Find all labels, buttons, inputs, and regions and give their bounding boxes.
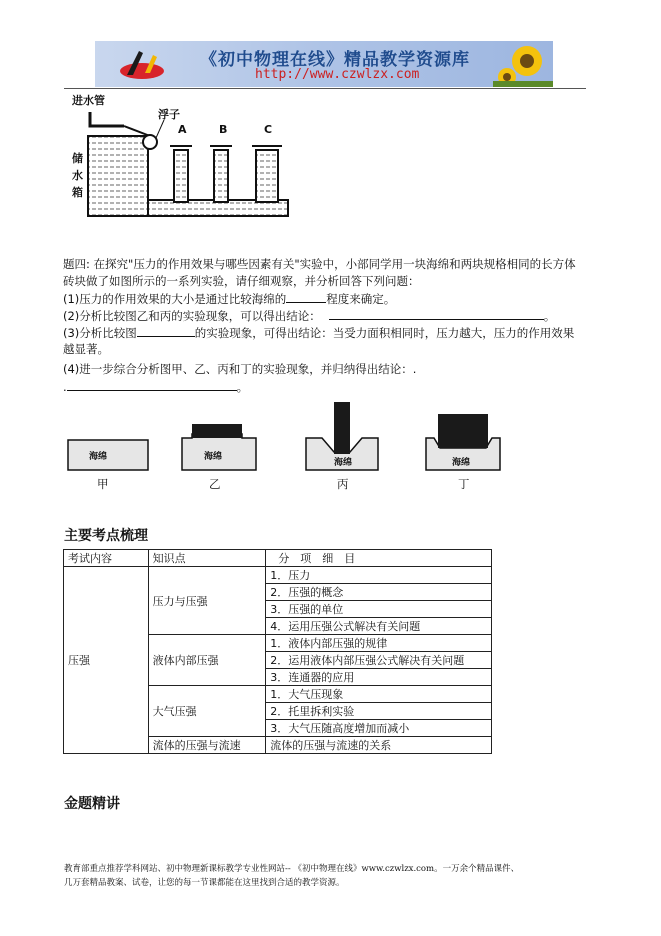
topic-cell: 压强 xyxy=(64,567,149,754)
q4-part1-pre: (1)压力的作用效果的大小是通过比较海绵的 xyxy=(63,292,287,306)
q4-part2: (2)分析比较图乙和丙的实验现象，可以得出结论： 。 xyxy=(63,309,556,323)
q4-part2-blank[interactable] xyxy=(329,307,544,320)
q4-part3-blank[interactable] xyxy=(137,324,195,337)
point-cell: 液体内部压强 xyxy=(148,635,266,686)
sponge-jia xyxy=(68,440,148,470)
table-header-cell: 知识点 xyxy=(148,550,266,567)
knowledge-table xyxy=(63,549,492,754)
caption-bing: 丙 xyxy=(337,477,349,491)
footer-line2: 几万套精品教案、试卷，让您的每一节课都能在这里找到合适的教学资源。 xyxy=(64,878,345,888)
section-main-title: 主要考点梳理 xyxy=(64,528,148,544)
q4-part4: (4)进一步综合分析图甲、乙、丙和丁的实验现象，并归纳得出结论：. xyxy=(63,362,417,376)
table-header-cell: 分 项 细 目 xyxy=(266,550,492,567)
brick-bing xyxy=(334,402,350,454)
q4-part4-blank[interactable] xyxy=(67,378,237,391)
q4-part3-post: 的实验现象，可得出结论：当受力面积相同时，压力越大，压力的作用效果 xyxy=(194,326,575,340)
header-banner xyxy=(95,41,553,87)
q4-part3-line2: 越显著。 xyxy=(63,342,109,356)
table-header-row xyxy=(64,550,492,567)
q4-line2: 砖块做了如图所示的一系列实验，请仔细观察，并分析回答下列问题： xyxy=(63,274,420,288)
item-cell: 4．运用压强公式解决有关问题 xyxy=(266,618,492,635)
float-label: 浮子 xyxy=(158,108,180,121)
item-cell: 3．压强的单位 xyxy=(266,601,492,618)
q4-part1-post: 程度来确定。 xyxy=(326,292,396,306)
tank-label-1: 储 xyxy=(72,152,83,165)
sponge-label-bing: 海绵 xyxy=(334,458,353,468)
q4-part2-text: (2)分析比较图乙和丙的实验现象，可以得出结论： xyxy=(63,309,321,323)
q4-part3-pre: (3)分析比较图 xyxy=(63,326,137,340)
item-cell: 2．压强的概念 xyxy=(266,584,492,601)
q4-part3 xyxy=(63,324,574,342)
q4-part1 xyxy=(63,290,395,308)
tank-label-2: 水 xyxy=(72,169,83,182)
point-cell: 压力与压强 xyxy=(148,567,266,635)
item-cell: 流体的压强与流速的关系 xyxy=(266,737,492,754)
tank-label-3: 箱 xyxy=(72,186,83,199)
q4-line1: 题四: 在探究"压力的作用效果与哪些因素有关"实验中，小部同学用一块海绵和两块规格相同的长方体 xyxy=(63,257,576,271)
header-rule xyxy=(64,88,586,89)
q4-part1-blank[interactable] xyxy=(286,290,326,303)
item-cell: 1．压力 xyxy=(266,567,492,584)
banner-title: 《初中物理在线》精品教学资源库 xyxy=(200,50,470,70)
tube-c-label: C xyxy=(264,123,273,136)
caption-jia: 甲 xyxy=(97,477,109,491)
item-cell: 3．连通器的应用 xyxy=(266,669,492,686)
item-cell: 2．托里拆利实验 xyxy=(266,703,492,720)
caption-yi: 乙 xyxy=(209,477,221,491)
item-cell: 1．大气压现象 xyxy=(266,686,492,703)
table-header-cell: 考试内容 xyxy=(64,550,149,567)
tube-b-label: B xyxy=(219,123,228,136)
footer-line1: 教育部重点推荐学科网站、初中物理新课标教学专业性网站-- 《初中物理在线》www.czwlzx.com。一万余个精品课件、 xyxy=(64,864,520,874)
sponge-label-jia: 海绵 xyxy=(89,452,108,462)
q4-part4-answer: . 。 xyxy=(63,380,249,394)
banner-url[interactable]: http://www.czwlzx.com xyxy=(255,67,420,82)
brick-ding xyxy=(438,414,488,448)
sunflower-icon xyxy=(493,41,553,87)
item-cell: 2．运用液体内部压强公式解决有关问题 xyxy=(266,652,492,669)
point-cell: 大气压强 xyxy=(148,686,266,737)
water-tank-figure xyxy=(64,92,304,222)
item-cell: 3．大气压随高度增加而减小 xyxy=(266,720,492,737)
sponge-label-ding: 海绵 xyxy=(452,458,471,468)
inlet-label: 进水管 xyxy=(72,94,105,107)
sponge-label-yi: 海绵 xyxy=(204,452,223,462)
logo-icon xyxy=(117,45,167,83)
brick-yi xyxy=(192,424,242,438)
item-cell: 1．液体内部压强的规律 xyxy=(266,635,492,652)
table-row xyxy=(64,567,492,584)
point-cell: 流体的压强与流速 xyxy=(148,737,266,754)
tube-a-label: A xyxy=(178,123,187,136)
caption-ding: 丁 xyxy=(458,477,470,491)
sponge-figure xyxy=(60,398,520,498)
section-gold-title: 金题精讲 xyxy=(64,796,120,812)
